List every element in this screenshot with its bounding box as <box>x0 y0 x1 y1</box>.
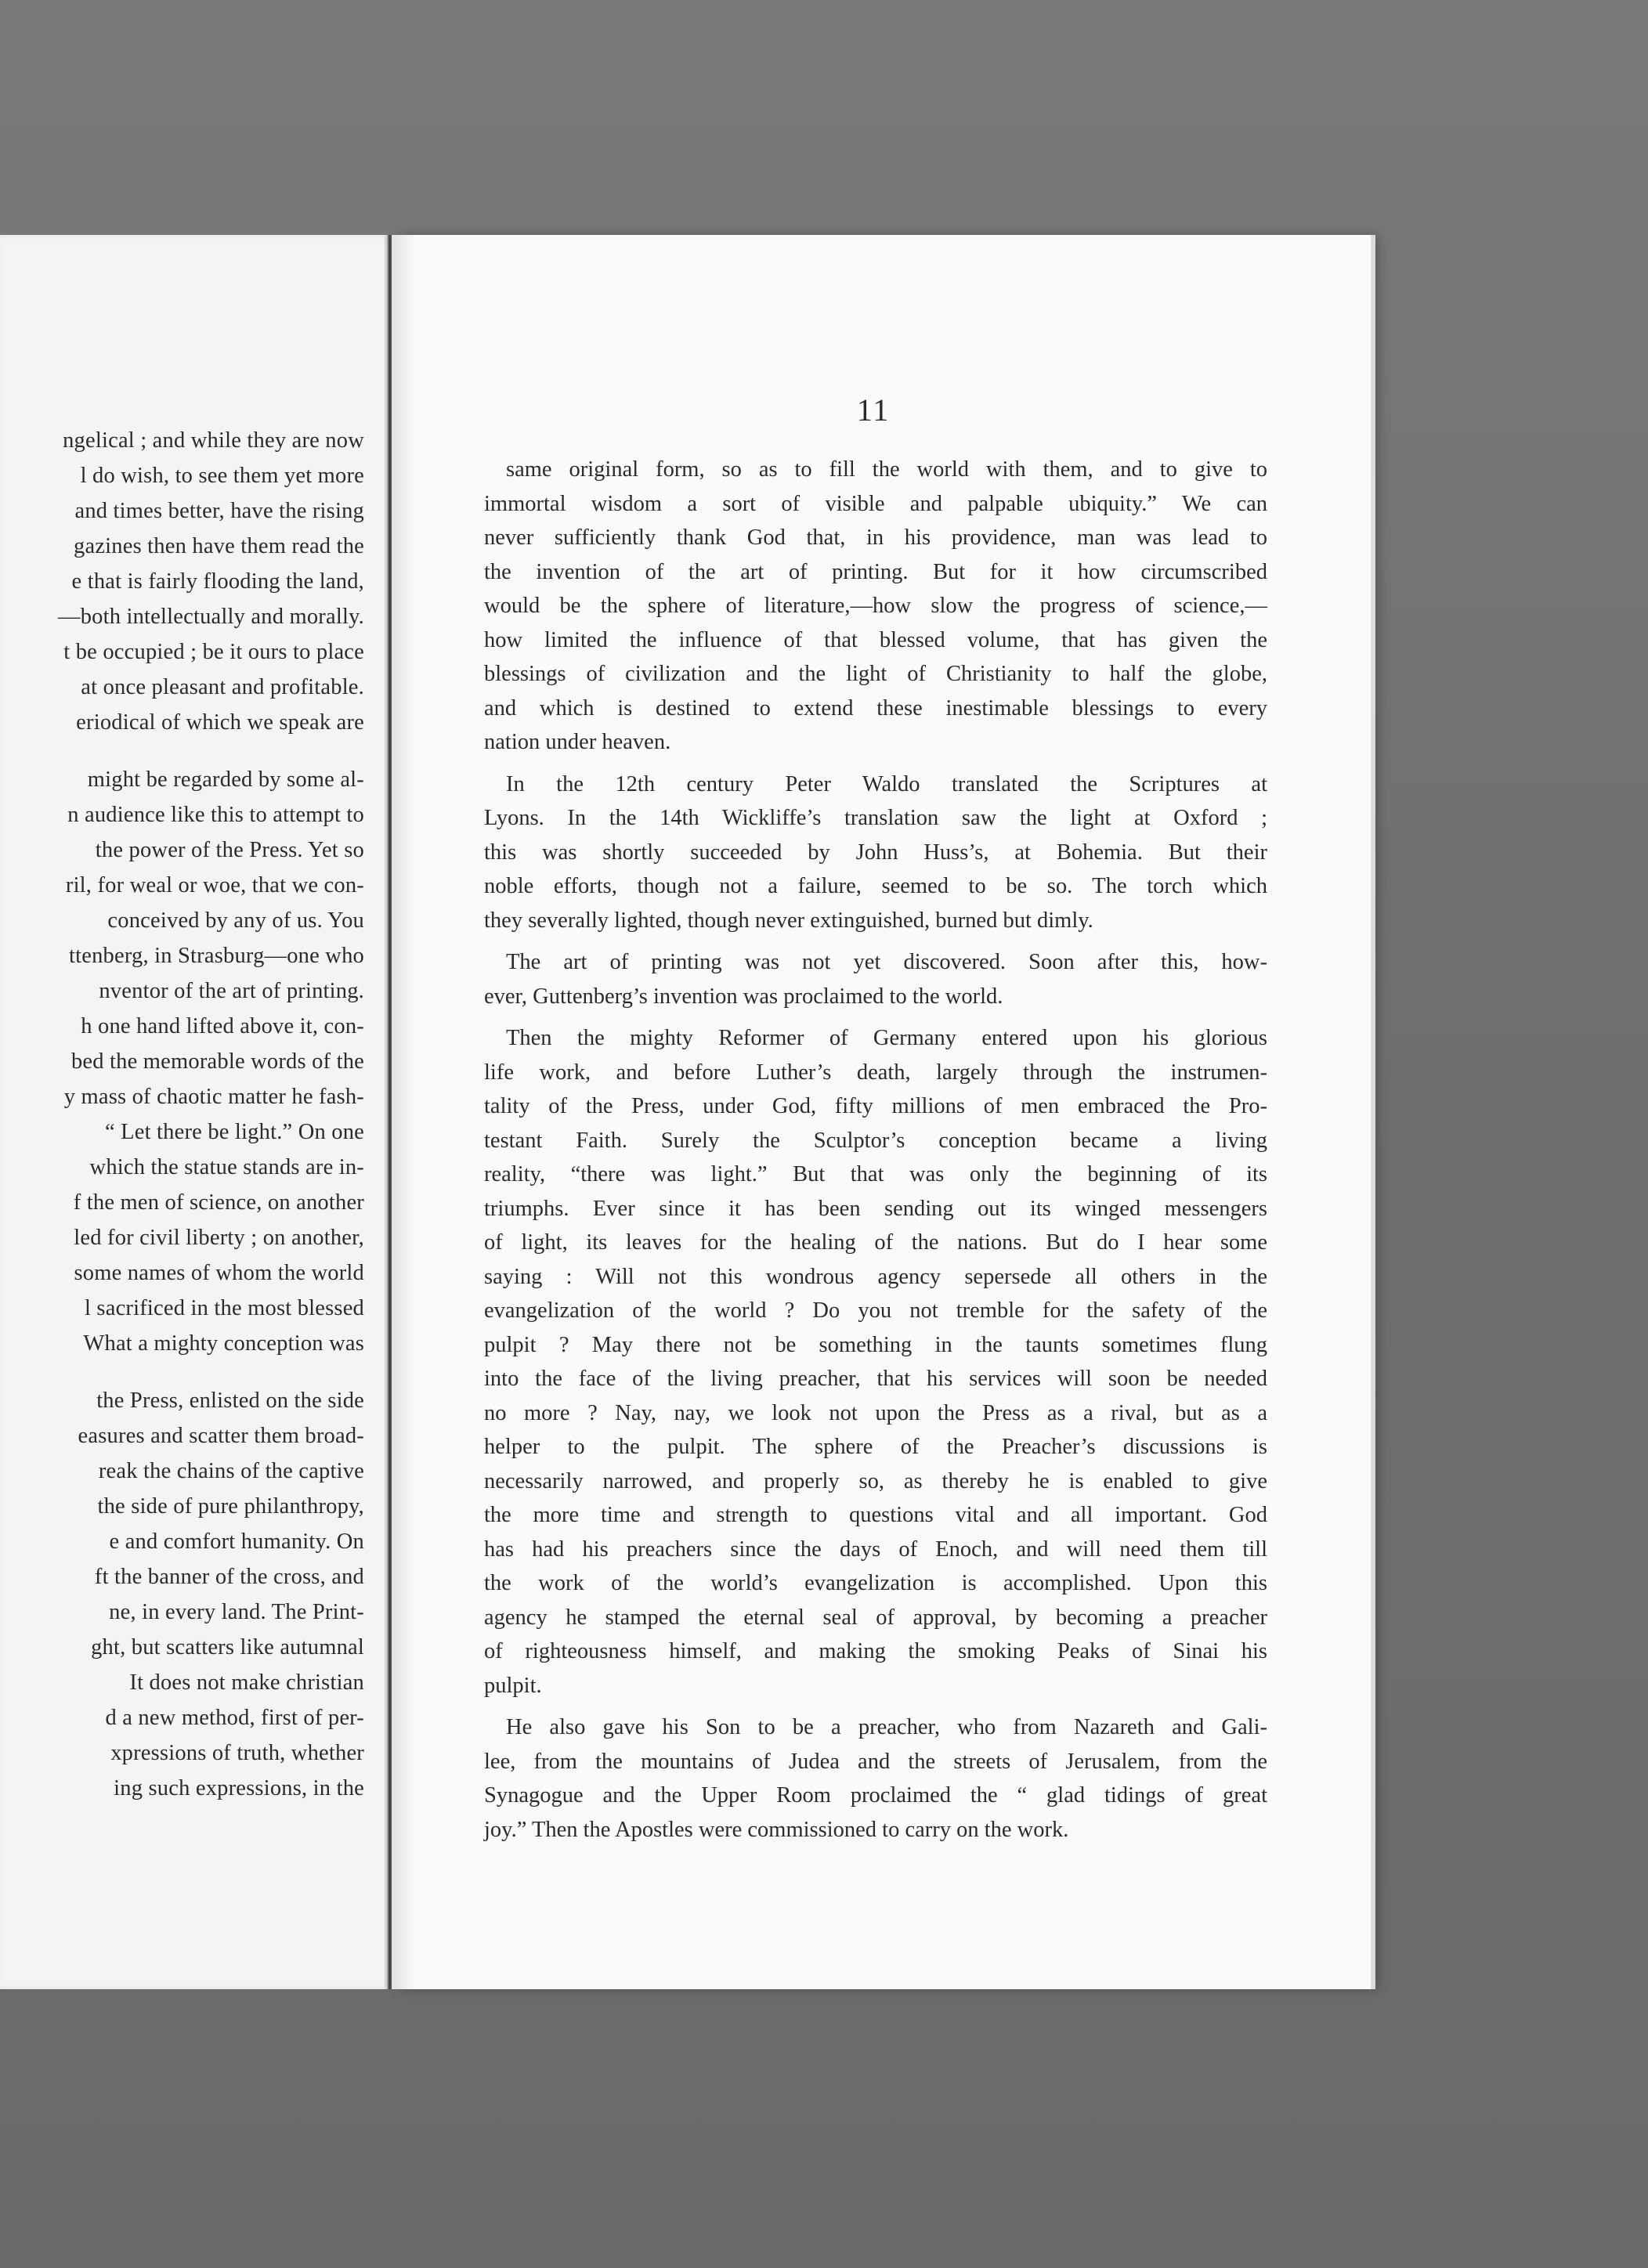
paragraph <box>484 945 1267 1013</box>
left-page-line: reak the chains of the captive <box>98 1459 364 1483</box>
text-line: joy.” Then the Apostles were commissioned to carry on the work. <box>484 1817 1069 1842</box>
text-line: the work of the world’s evangelization is accomplished. Upon this <box>484 1571 1267 1595</box>
left-page-line: l sacrificed in the most blessed <box>84 1296 364 1320</box>
left-page-line: which the statue stands are in- <box>89 1155 364 1179</box>
left-page-line: f the men of science, on another <box>73 1190 364 1215</box>
left-page <box>0 235 439 1989</box>
book-spine <box>384 235 392 1989</box>
text-line: necessarily narrowed, and properly so, as thereby he is enabled to give <box>484 1468 1267 1493</box>
left-page-line: d a new method, first of per- <box>105 1706 364 1730</box>
body-text <box>484 453 1267 1854</box>
left-page-line: “ Let there be light.” On one <box>104 1120 364 1144</box>
text-line: nation under heaven. <box>484 730 671 754</box>
left-page-line <box>0 1361 364 1383</box>
left-page-line <box>0 740 364 762</box>
left-page-line: h one hand lifted above it, con- <box>81 1014 364 1038</box>
text-line: of righteousness himself, and making the smoking Peaks of Sinai his <box>484 1639 1267 1663</box>
left-page-line: led for civil liberty ; on another, <box>74 1226 364 1250</box>
left-page-line: ft the banner of the cross, and <box>94 1565 364 1589</box>
left-page-line: the power of the Press. Yet so <box>95 838 364 862</box>
text-line: testant Faith. Surely the Sculptor’s conception became a living <box>484 1128 1267 1153</box>
text-line: saying : Will not this wondrous agency sepersede all others in the <box>484 1264 1267 1289</box>
text-line: the more time and strength to questions vital and all important. God <box>484 1503 1267 1527</box>
text-line: noble efforts, though not a failure, seemed to be so. The torch which <box>484 874 1267 898</box>
text-line: same original form, so as to fill the world with them, and to give to <box>506 457 1267 482</box>
text-line: blessings of civilization and the light of Christianity to half the globe, <box>484 662 1267 686</box>
left-page-line: gazines then have them read the <box>74 534 364 558</box>
text-line: lee, from the mountains of Judea and the streets of Jerusalem, from the <box>484 1749 1267 1774</box>
left-page-line: and times better, have the rising <box>74 499 364 523</box>
text-line: life work, and before Luther’s death, largely through the instrumen- <box>484 1060 1267 1085</box>
paragraph <box>484 1710 1267 1847</box>
left-page-line: It does not make christian <box>129 1670 364 1695</box>
right-page <box>392 235 1371 1989</box>
left-page-line: ne, in every land. The Print- <box>109 1600 364 1624</box>
paragraph <box>484 767 1267 938</box>
left-page-line: the side of pure philanthropy, <box>97 1494 364 1519</box>
text-line: into the face of the living preacher, that his services will soon be needed <box>484 1367 1267 1391</box>
text-line: Then the mighty Reformer of Germany entered upon his glorious <box>506 1026 1267 1050</box>
text-line: evangelization of the world ? Do you not tremble for the safety of the <box>484 1298 1267 1323</box>
left-page-line: xpressions of truth, whether <box>110 1741 364 1765</box>
left-page-line: l do wish, to see them yet more <box>80 464 364 488</box>
text-line: and which is destined to extend these inestimable blessings to every <box>484 695 1267 720</box>
left-page-line: at once pleasant and profitable. <box>81 675 364 699</box>
left-page-line: e and comfort humanity. On <box>109 1529 364 1554</box>
text-line: He also gave his Son to be a preacher, who from Nazareth and Gali- <box>506 1715 1267 1739</box>
text-line: how limited the influence of that blessed volume, that has given the <box>484 627 1267 652</box>
text-line: helper to the pulpit. The sphere of the Preacher’s discussions is <box>484 1435 1267 1459</box>
left-page-line: conceived by any of us. You <box>107 908 364 933</box>
text-line: would be the sphere of literature,—how slow the progress of science,— <box>484 594 1267 618</box>
left-page-line: eriodical of which we speak are <box>76 710 364 735</box>
left-page-line: easures and scatter them broad- <box>78 1424 364 1448</box>
paragraph <box>484 453 1267 760</box>
left-page-line: What a mighty conception was <box>83 1331 364 1356</box>
left-page-line: might be regarded by some al- <box>87 767 364 792</box>
left-page-line: the Press, enlisted on the side <box>96 1389 364 1413</box>
left-page-line: e that is fairly flooding the land, <box>71 569 364 594</box>
left-page-line: ril, for weal or woe, that we con- <box>65 873 364 897</box>
text-line: never sufficiently thank God that, in his providence, man was lead to <box>484 525 1267 550</box>
text-line: ever, Guttenberg’s invention was proclaimed to the world. <box>484 984 1003 1009</box>
text-line: The art of printing was not yet discovered. Soon after this, how- <box>506 950 1267 974</box>
left-page-paren <box>0 343 1 393</box>
text-line: this was shortly succeeded by John Huss’s, at Bohemia. But their <box>484 840 1267 865</box>
text-line: immortal wisdom a sort of visible and palpable ubiquity.” We can <box>484 491 1267 516</box>
text-line: triumphs. Ever since it has been sending out its winged messengers <box>484 1196 1267 1221</box>
text-line: agency he stamped the eternal seal of approval, by becoming a preacher <box>484 1605 1267 1630</box>
left-page-line: ngelical ; and while they are now <box>63 428 364 453</box>
left-page-line: ttenberg, in Strasburg—one who <box>69 944 364 968</box>
text-line: of light, its leaves for the healing of the nations. But do I hear some <box>484 1230 1267 1255</box>
paragraph <box>484 1021 1267 1703</box>
page-number: 11 <box>856 392 891 428</box>
left-page-line: n audience like this to attempt to <box>67 803 364 827</box>
text-line: the invention of the art of printing. But for it how circumscribed <box>484 559 1267 584</box>
left-page-line: y mass of chaotic matter he fash- <box>63 1085 364 1109</box>
left-page-line: —both intellectually and morally. <box>58 605 364 629</box>
left-page-line: nventor of the art of printing. <box>99 979 364 1003</box>
text-line: has had his preachers since the days of Enoch, and will need them till <box>484 1537 1267 1562</box>
text-line: they severally lighted, though never extinguished, burned but dimly. <box>484 908 1093 933</box>
text-line: Synagogue and the Upper Room proclaimed the “ glad tidings of great <box>484 1783 1267 1808</box>
left-page-line: ght, but scatters like autumnal <box>91 1635 364 1659</box>
text-line: tality of the Press, under God, fifty millions of men embraced the Pro- <box>484 1094 1267 1118</box>
text-line: no more ? Nay, nay, we look not upon the Press as a rival, but as a <box>484 1400 1267 1425</box>
left-page-text <box>0 423 364 1806</box>
text-line: Lyons. In the 14th Wickliffe’s translation saw the light at Oxford ; <box>484 806 1267 830</box>
left-page-line: t be occupied ; be it ours to place <box>63 640 364 664</box>
text-line: In the 12th century Peter Waldo translated the Scriptures at <box>506 771 1267 796</box>
text-line: reality, “there was light.” But that was only the beginning of its <box>484 1162 1267 1186</box>
text-line: pulpit ? May there not be something in the taunts sometimes flung <box>484 1332 1267 1357</box>
left-page-line: bed the memorable words of the <box>70 1049 364 1074</box>
left-page-line: some names of whom the world <box>74 1261 364 1285</box>
left-page-line: ing such expressions, in the <box>114 1776 364 1800</box>
text-line: pulpit. <box>484 1673 542 1698</box>
